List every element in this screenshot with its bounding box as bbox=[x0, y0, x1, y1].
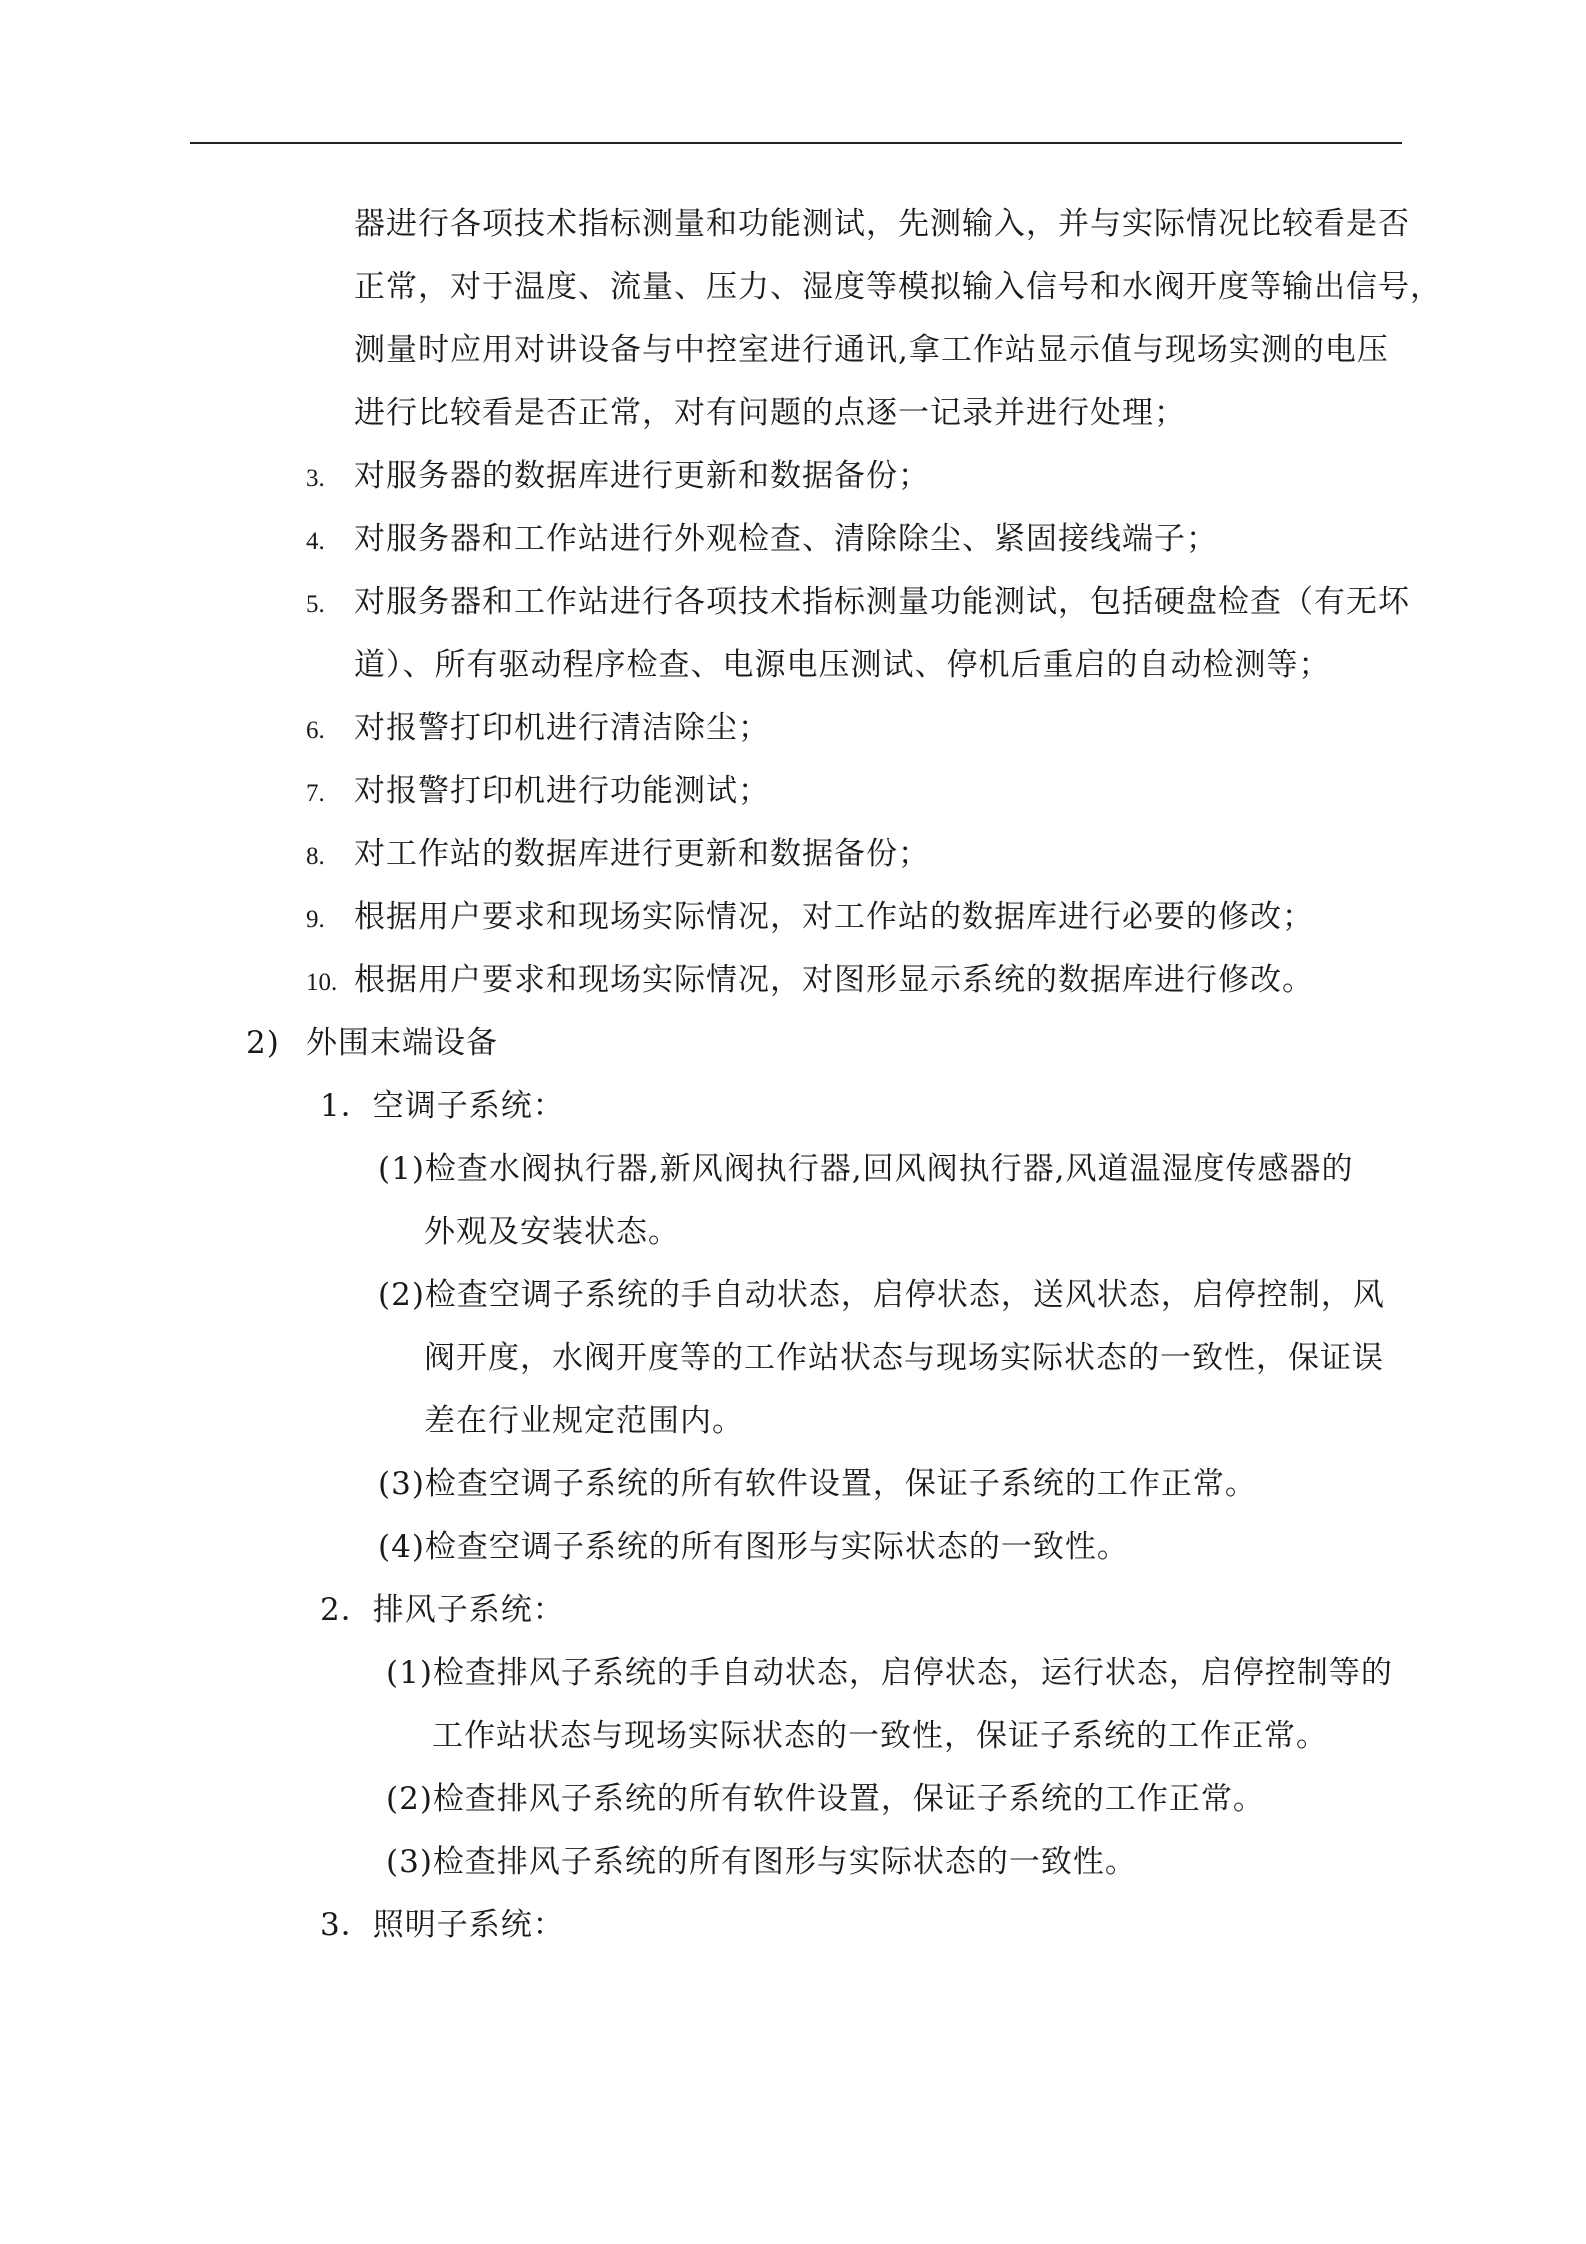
check-item: 阀开度，水阀开度等的工作站状态与现场实际状态的一致性，保证误 bbox=[424, 1340, 1384, 1376]
check-item: (3)检查排风子系统的所有图形与实际状态的一致性。 bbox=[386, 1844, 1137, 1880]
check-item: 外观及安装状态。 bbox=[424, 1214, 680, 1250]
paragraph-line: 测量时应用对讲设备与中控室进行通讯,拿工作站显示值与现场实测的电压 bbox=[354, 332, 1389, 368]
paragraph-line: 进行比较看是否正常，对有问题的点逐一记录并进行处理； bbox=[354, 395, 1186, 431]
list-item: 对服务器和工作站进行各项技术指标测量功能测试，包括硬盘检查（有无坏 bbox=[354, 584, 1410, 620]
check-item: 差在行业规定范围内。 bbox=[424, 1403, 744, 1439]
paragraph-line: 器进行各项技术指标测量和功能测试，先测输入，并与实际情况比较看是否 bbox=[354, 206, 1410, 242]
list-item-number: 6. bbox=[306, 717, 325, 744]
subsection-heading: 2．排风子系统： bbox=[320, 1592, 565, 1628]
list-item: 对工作站的数据库进行更新和数据备份； bbox=[354, 836, 930, 872]
list-item-number: 3. bbox=[306, 465, 325, 492]
list-item-number: 8. bbox=[306, 843, 325, 870]
check-item: (3)检查空调子系统的所有软件设置，保证子系统的工作正常。 bbox=[378, 1466, 1257, 1502]
list-item-number: 10. bbox=[306, 969, 338, 996]
list-item: 对服务器的数据库进行更新和数据备份； bbox=[354, 458, 930, 494]
paragraph-line: 正常，对于温度、流量、压力、湿度等模拟输入信号和水阀开度等输出信号， bbox=[354, 269, 1442, 305]
check-item: (1)检查水阀执行器,新风阀执行器,回风阀执行器,风道温湿度传感器的 bbox=[378, 1151, 1354, 1187]
header-rule bbox=[190, 142, 1402, 144]
list-item: 对报警打印机进行功能测试； bbox=[354, 773, 770, 809]
list-item: 对报警打印机进行清洁除尘； bbox=[354, 710, 770, 746]
list-item: 对服务器和工作站进行外观检查、清除除尘、紧固接线端子； bbox=[354, 521, 1218, 557]
check-item: 工作站状态与现场实际状态的一致性，保证子系统的工作正常。 bbox=[432, 1718, 1328, 1754]
list-item-number: 9. bbox=[306, 906, 325, 933]
subsection-heading: 3．照明子系统： bbox=[320, 1907, 565, 1943]
section-number: 2) bbox=[246, 1025, 280, 1061]
list-item: 根据用户要求和现场实际情况，对图形显示系统的数据库进行修改。 bbox=[354, 962, 1314, 998]
list-item-number: 4. bbox=[306, 528, 325, 555]
check-item: (1)检查排风子系统的手自动状态，启停状态，运行状态，启停控制等的 bbox=[386, 1655, 1393, 1691]
list-item: 道）、所有驱动程序检查、电源电压测试、停机后重启的自动检测等； bbox=[354, 647, 1331, 683]
section-title: 外围末端设备 bbox=[306, 1025, 498, 1061]
subsection-heading: 1．空调子系统： bbox=[320, 1088, 565, 1124]
check-item: (2)检查空调子系统的手自动状态，启停状态，送风状态，启停控制，风 bbox=[378, 1277, 1385, 1313]
list-item-number: 7. bbox=[306, 780, 325, 807]
list-item: 根据用户要求和现场实际情况，对工作站的数据库进行必要的修改； bbox=[354, 899, 1314, 935]
check-item: (4)检查空调子系统的所有图形与实际状态的一致性。 bbox=[378, 1529, 1129, 1565]
check-item: (2)检查排风子系统的所有软件设置，保证子系统的工作正常。 bbox=[386, 1781, 1265, 1817]
list-item-number: 5. bbox=[306, 591, 325, 618]
